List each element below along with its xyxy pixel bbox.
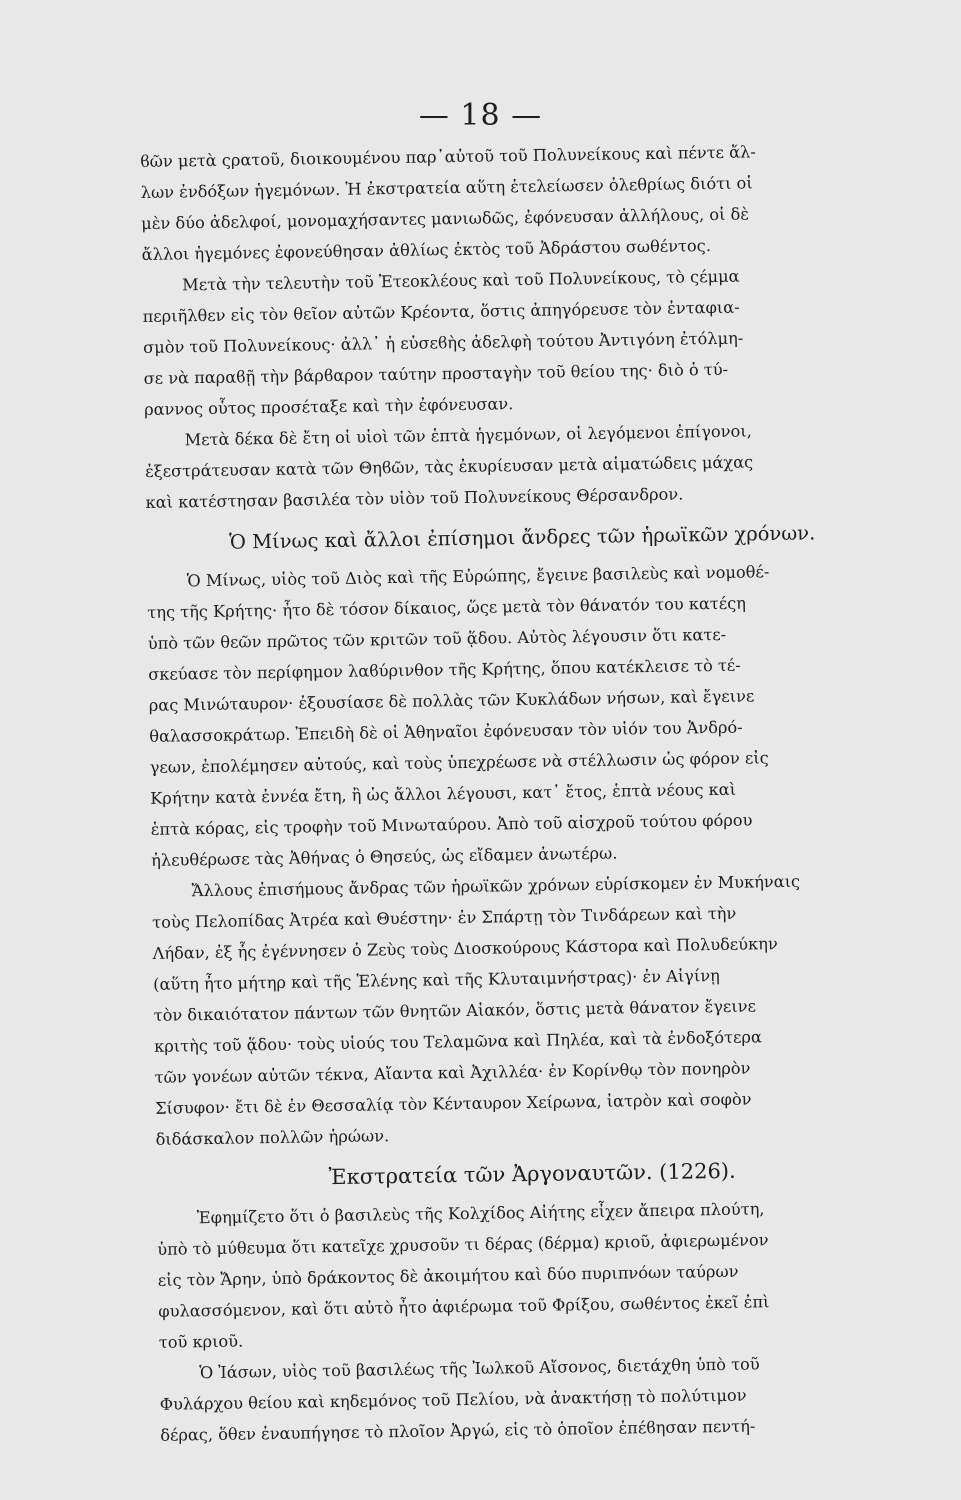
text-line: ὑπὸ τὸ μύθευμα ὅτι κατεῖχε χρυσοῦν τι δέρας (δέρμα) κριοῦ, ἀφιερωμένον xyxy=(157,1230,769,1259)
text-line: ὑπὸ τῶν θεῶν πρῶτος τῶν κριτῶν τοῦ ᾅδου. Αὐτὸς λέγουσιν ὅτι κατε- xyxy=(147,624,727,653)
section-heading: Ἐκστρατεία τῶν Ἀργοναυτῶν. (1226). xyxy=(328,1158,736,1190)
text-line: Ὁ Ἰάσων, υἱὸς τοῦ βασιλέως τῆς Ἰωλκοῦ Αἴσονος, διετάχθη ὑπὸ τοῦ xyxy=(199,1354,760,1383)
text-line: ἠλευθέρωσε τὰς Ἀθήνας ὁ Θησεύς, ὡς εἴδαμεν ἀνωτέρω. xyxy=(151,843,618,870)
text-line: Μετὰ τὴν τελευτὴν τοῦ Ἐτεοκλέους καὶ τοῦ Πολυνείκους, τὸ ςέμμα xyxy=(182,266,740,295)
text-line: Φυλάρχου θείου καὶ κηδεμόνος τοῦ Πελίου, νὰ ἀνακτήσῃ τὸ πολύτιμον xyxy=(159,1385,747,1414)
text-line: της τῆς Κρήτης· ἦτο δὲ τόσον δίκαιος, ὥςε μετὰ τὸν θάνατόν του κατέςη xyxy=(147,593,747,622)
text-line: μὲν δύο ἀδελφοί, μονομαχήσαντες μανιωδῶς, ἐφόνευσαν ἀλλήλους, οἱ δὲ xyxy=(141,204,750,233)
text-line: Σίσυφον· ἔτι δὲ ἐν Θεσσαλίᾳ τὸν Κένταυρον Χείρωνα, ἰατρὸν καὶ σοφὸν xyxy=(154,1089,752,1118)
text-line: περιῆλθεν εἰς τὸν θεῖον αὐτῶν Κρέοντα, ὅστις ἀπηγόρευσε τὸν ἐνταφια- xyxy=(142,297,740,326)
text-line: εἰς τὸν Ἄρην, ὑπὸ δράκοντος δὲ ἀκοιμήτου καὶ δύο πυριπνόων ταύρων xyxy=(157,1261,739,1290)
text-line: τοῦ κριοῦ. xyxy=(158,1331,244,1352)
text-line: τοὺς Πελοπίδας Ἀτρέα καὶ Θυέστην· ἐν Σπάρτῃ τὸν Τινδάρεων καὶ τὴν xyxy=(152,903,737,932)
text-line: ἑπτὰ κόρας, εἰς τροφὴν τοῦ Μινωταύρου. Ἀπὸ τοῦ αἰσχροῦ τούτου φόρου xyxy=(150,810,753,839)
text-line: Ἄλλους ἐπισήμους ἄνδρας τῶν ἡρωϊκῶν χρόνων εὑρίσκομεν ἐν Μυκήναις xyxy=(191,871,801,901)
text-line: Ὁ Μίνως, υἱὸς τοῦ Διὸς καὶ τῆς Εὐρώπης, ἔγεινε βασιλεὺς καὶ νομοθέ- xyxy=(186,562,770,591)
text-line: κριτὴς τοῦ ᾅδου· τοὺς υἱούς του Τελαμῶνα καὶ Πηλέα, καὶ τὰ ἐνδοξότερα xyxy=(153,1027,763,1056)
text-line: τῶν γονέων αὐτῶν τέκνα, Αἴαντα καὶ Ἀχιλλέα· ἐν Κορίνθῳ τὸν πονηρὸν xyxy=(154,1058,751,1087)
text-line: Μετὰ δέκα δὲ ἔτη οἱ υἱοὶ τῶν ἑπτὰ ἡγεμόνων, οἱ λεγόμενοι ἐπίγονοι, xyxy=(184,421,752,450)
text-line: ραννος οὗτος προσέταξε καὶ τὴν ἐφόνευσαν. xyxy=(143,394,514,419)
text-line: σμὸν τοῦ Πολυνείκους· ἀλλ᾽ ἡ εὐσεϐὴς ἀδελφὴ τούτου Ἀντιγόνη ἐτόλμη- xyxy=(143,328,744,357)
text-line: ἐξεστράτευσαν κατὰ τῶν Θηϐῶν, τὰς ἐκυρίευσαν μετὰ αἱματώδεις μάχας xyxy=(144,452,754,481)
text-line: διδάσκαλον πολλῶν ἡρώων. xyxy=(155,1126,390,1149)
text-line: Ἐφημίζετο ὅτι ὁ βασιλεὺς τῆς Κολχίδος Αἰήτης εἶχεν ἄπειρα πλούτη, xyxy=(196,1199,765,1228)
text-line: ϐῶν μετὰ ςρατοῦ, διοικουμένου παρ᾽αὐτοῦ τοῦ Πολυνείκους καὶ πέντε ἄλ- xyxy=(140,142,756,171)
text-line: ρας Μινώταυρον· ἐξουσίασε δὲ πολλὰς τῶν Κυκλάδων νήσων, καὶ ἔγεινε xyxy=(148,686,755,715)
text-line: γεων, ἐπολέμησεν αὐτούς, καὶ τοὺς ὑπεχρέωσε νὰ στέλλωσιν ὡς φόρον εἰς xyxy=(149,748,769,777)
text-line: (αὕτη ἦτο μήτηρ καὶ τῆς Ἑλένης καὶ τῆς Κλυταιμνήστρας)· ἐν Αἰγίνῃ xyxy=(153,965,720,994)
text-line: Λήδαν, ἐξ ἧς ἐγέννησεν ὁ Ζεὺς τοὺς Διοσκούρους Κάστορα καὶ Πολυδεύκην xyxy=(152,934,778,963)
body-text xyxy=(140,134,912,1451)
text-line: θαλασσοκράτωρ. Ἐπειδὴ δὲ οἱ Ἀθηναῖοι ἐφόνευσαν τὸν υἱόν του Ἀνδρό- xyxy=(149,717,743,746)
section-heading: Ὁ Μίνως καὶ ἄλλοι ἐπίσημοι ἄνδρες τῶν ἡρωϊκῶν χρόνων. xyxy=(228,521,816,554)
text-line: τὸν δικαιότατον πάντων τῶν θνητῶν Αἰακόν, ὅστις μετὰ θάνατον ἔγεινε xyxy=(153,996,757,1025)
text-line: σκεύασε τὸν περίφημον λαϐύρινθον τῆς Κρήτης, ὅπου κατέκλεισε τὸ τέ- xyxy=(148,655,741,684)
text-line: δέρας, ὅθεν ἐναυπήγησε τὸ πλοῖον Ἀργώ, εἰς τὸ ὁποῖον ἐπέϐησαν πεντή- xyxy=(160,1416,756,1445)
text-line: φυλασσόμενον, καὶ ὅτι αὐτὸ ἦτο ἀφιέρωμα τοῦ Φρίξου, σωθέντος ἐκεῖ ἐπὶ xyxy=(158,1292,770,1321)
text-line: λων ἐνδόξων ἡγεμόνων. Ἡ ἐκστρατεία αὕτη ἐτελείωσεν ὀλεθρίως διότι οἱ xyxy=(140,173,753,202)
text-line: ἄλλοι ἡγεμόνες ἐφονεύθησαν ἀθλίως ἐκτὸς τοῦ Ἀδράστου σωθέντος. xyxy=(141,236,712,264)
text-line: σε νὰ παραϐῇ τὴν βάρϐαρον ταύτην προσταγὴν τοῦ θείου της· διὸ ὁ τύ- xyxy=(143,359,729,388)
text-line: Κρήτην κατὰ ἐννέα ἔτη, ἢ ὡς ἄλλοι λέγουσι, κατ᾽ ἔτος, ἑπτὰ νέους καὶ xyxy=(150,779,737,808)
page-number: — 18 — xyxy=(418,98,543,133)
text-line: καὶ κατέστησαν βασιλέα τὸν υἱὸν τοῦ Πολυνείκους Θέρσανδρον. xyxy=(145,484,684,512)
